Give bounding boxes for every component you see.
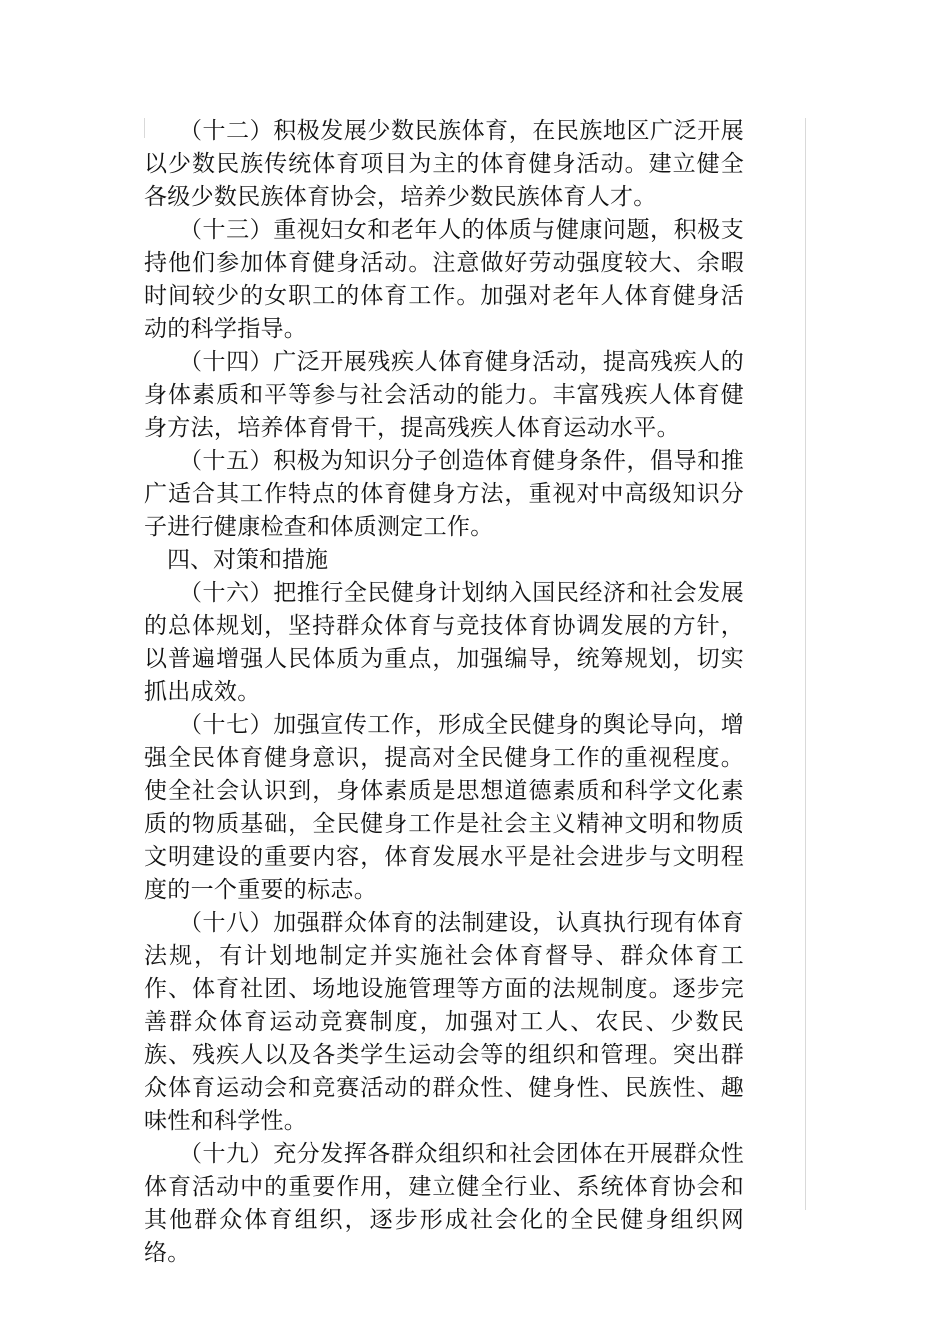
paragraph-14: （十四）广泛开展残疾人体育健身活动，提高残疾人的身体素质和平等参与社会活动的能力。丰富残疾人体育健身方法，培养体育骨干，提高残疾人体育运动水平。 (144, 349, 744, 441)
paragraph-18: （十八）加强群众体育的法制建设，认真执行现有体育法规，有计划地制定并实施社会体育督导、群众体育工作、体育社团、场地设施管理等方面的法规制度。逐步完善群众体育运动竞赛制度，加强对工人、农民、少数民族、残疾人以及各类学生运动会等的组织和管理。突出群众体育运动会和竞赛活动的群众性、健身性、民族性、趣味性和科学性。 (144, 910, 744, 1134)
text-column (144, 115, 744, 1270)
paragraph-12: （十二）积极发展少数民族体育，在民族地区广泛开展以少数民族传统体育项目为主的体育健身活动。建立健全各级少数民族体育协会，培养少数民族体育人才。 (144, 118, 744, 210)
paragraph-19: （十九）充分发挥各群众组织和社会团体在开展群众性体育活动中的重要作用，建立健全行业、系统体育协会和其他群众体育组织，逐步形成社会化的全民健身组织网络。 (144, 1141, 744, 1266)
paragraph-13: （十三）重视妇女和老年人的体质与健康问题，积极支持他们参加体育健身活动。注意做好劳动强度较大、余暇时间较少的女职工的体育工作。加强对老年人体育健身活动的科学指导。 (144, 217, 744, 342)
paragraph-17: （十七）加强宣传工作，形成全民健身的舆论导向，增强全民体育健身意识，提高对全民健身工作的重视程度。使全社会认识到，身体素质是思想道德素质和科学文化素质的物质基础，全民健身工作是社会主义精神文明和物质文明建设的重要内容，体育发展水平是社会进步与文明程度的一个重要的标志。 (144, 712, 744, 903)
right-margin-line (805, 118, 806, 1210)
paragraph-16: （十六）把推行全民健身计划纳入国民经济和社会发展的总体规划，坚持群众体育与竞技体育协调发展的方针，以普遍增强人民体质为重点，加强编导，统筹规划，切实抓出成效。 (144, 580, 744, 705)
section-heading: 四、对策和措施 (167, 547, 328, 573)
paragraph-15: （十五）积极为知识分子创造体育健身条件，倡导和推广适合其工作特点的体育健身方法，重视对中高级知识分子进行健康检查和体质测定工作。 (144, 448, 744, 540)
